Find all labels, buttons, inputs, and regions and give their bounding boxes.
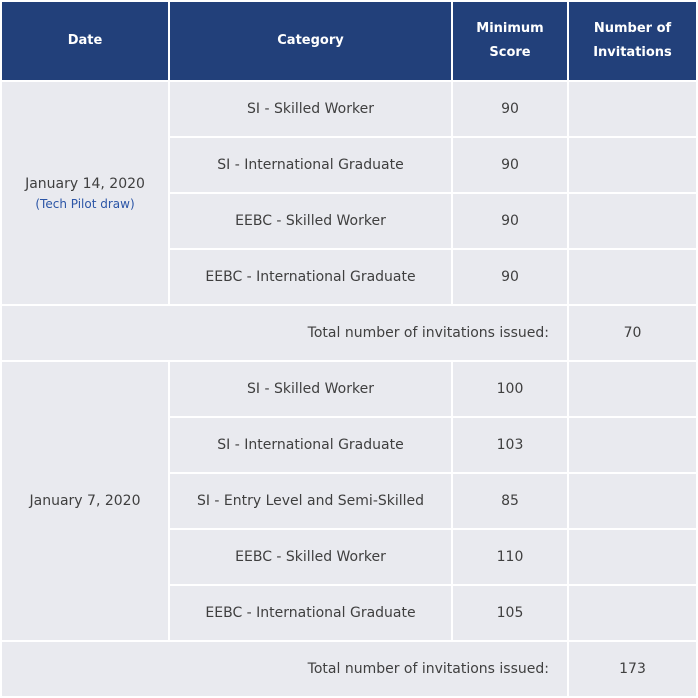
category-cell: EEBC - International Graduate [170,586,451,640]
table-row [2,362,696,416]
draw-date-cell [2,362,168,640]
category-cell: SI - International Graduate [170,138,451,192]
category-cell: EEBC - International Graduate [170,250,451,304]
table-row [2,82,696,136]
total-row [2,306,696,360]
invitations-cell [569,138,696,192]
invitations-cell [569,418,696,472]
category-cell: SI - Skilled Worker [170,82,451,136]
score-cell: 90 [453,82,567,136]
invitations-cell [569,194,696,248]
score-cell: 90 [453,194,567,248]
total-label: Total number of invitations issued: [2,642,567,696]
header-date: Date [2,2,168,80]
score-cell: 105 [453,586,567,640]
category-cell: SI - Entry Level and Semi-Skilled [170,474,451,528]
invitations-cell [569,82,696,136]
score-cell: 90 [453,250,567,304]
score-cell: 103 [453,418,567,472]
header-category: Category [170,2,451,80]
score-cell: 90 [453,138,567,192]
category-cell: SI - International Graduate [170,418,451,472]
draw-date-cell [2,82,168,304]
score-cell: 85 [453,474,567,528]
total-value: 173 [569,642,696,696]
header-invitations-line1: Number of [593,21,672,36]
category-cell: EEBC - Skilled Worker [170,194,451,248]
draw-date: January 14, 2020 [25,175,145,192]
total-label: Total number of invitations issued: [2,306,567,360]
header-minimum-score-line2: Score [489,45,531,60]
total-value: 70 [569,306,696,360]
invitations-cell [569,586,696,640]
category-cell: EEBC - Skilled Worker [170,530,451,584]
score-cell: 100 [453,362,567,416]
score-cell: 110 [453,530,567,584]
invitations-cell [569,250,696,304]
draw-date: January 7, 2020 [29,493,141,509]
header-row [2,2,696,80]
total-row [2,642,696,696]
invitations-cell [569,474,696,528]
header-number-of-invitations [569,2,696,80]
invitations-cell [569,362,696,416]
category-cell: SI - Skilled Worker [170,362,451,416]
header-minimum-score [453,2,567,80]
header-invitations-line2: Invitations [593,45,672,60]
invitations-cell [569,530,696,584]
draw-note: (Tech Pilot draw) [35,196,135,211]
header-minimum-score-line1: Minimum [476,21,544,36]
